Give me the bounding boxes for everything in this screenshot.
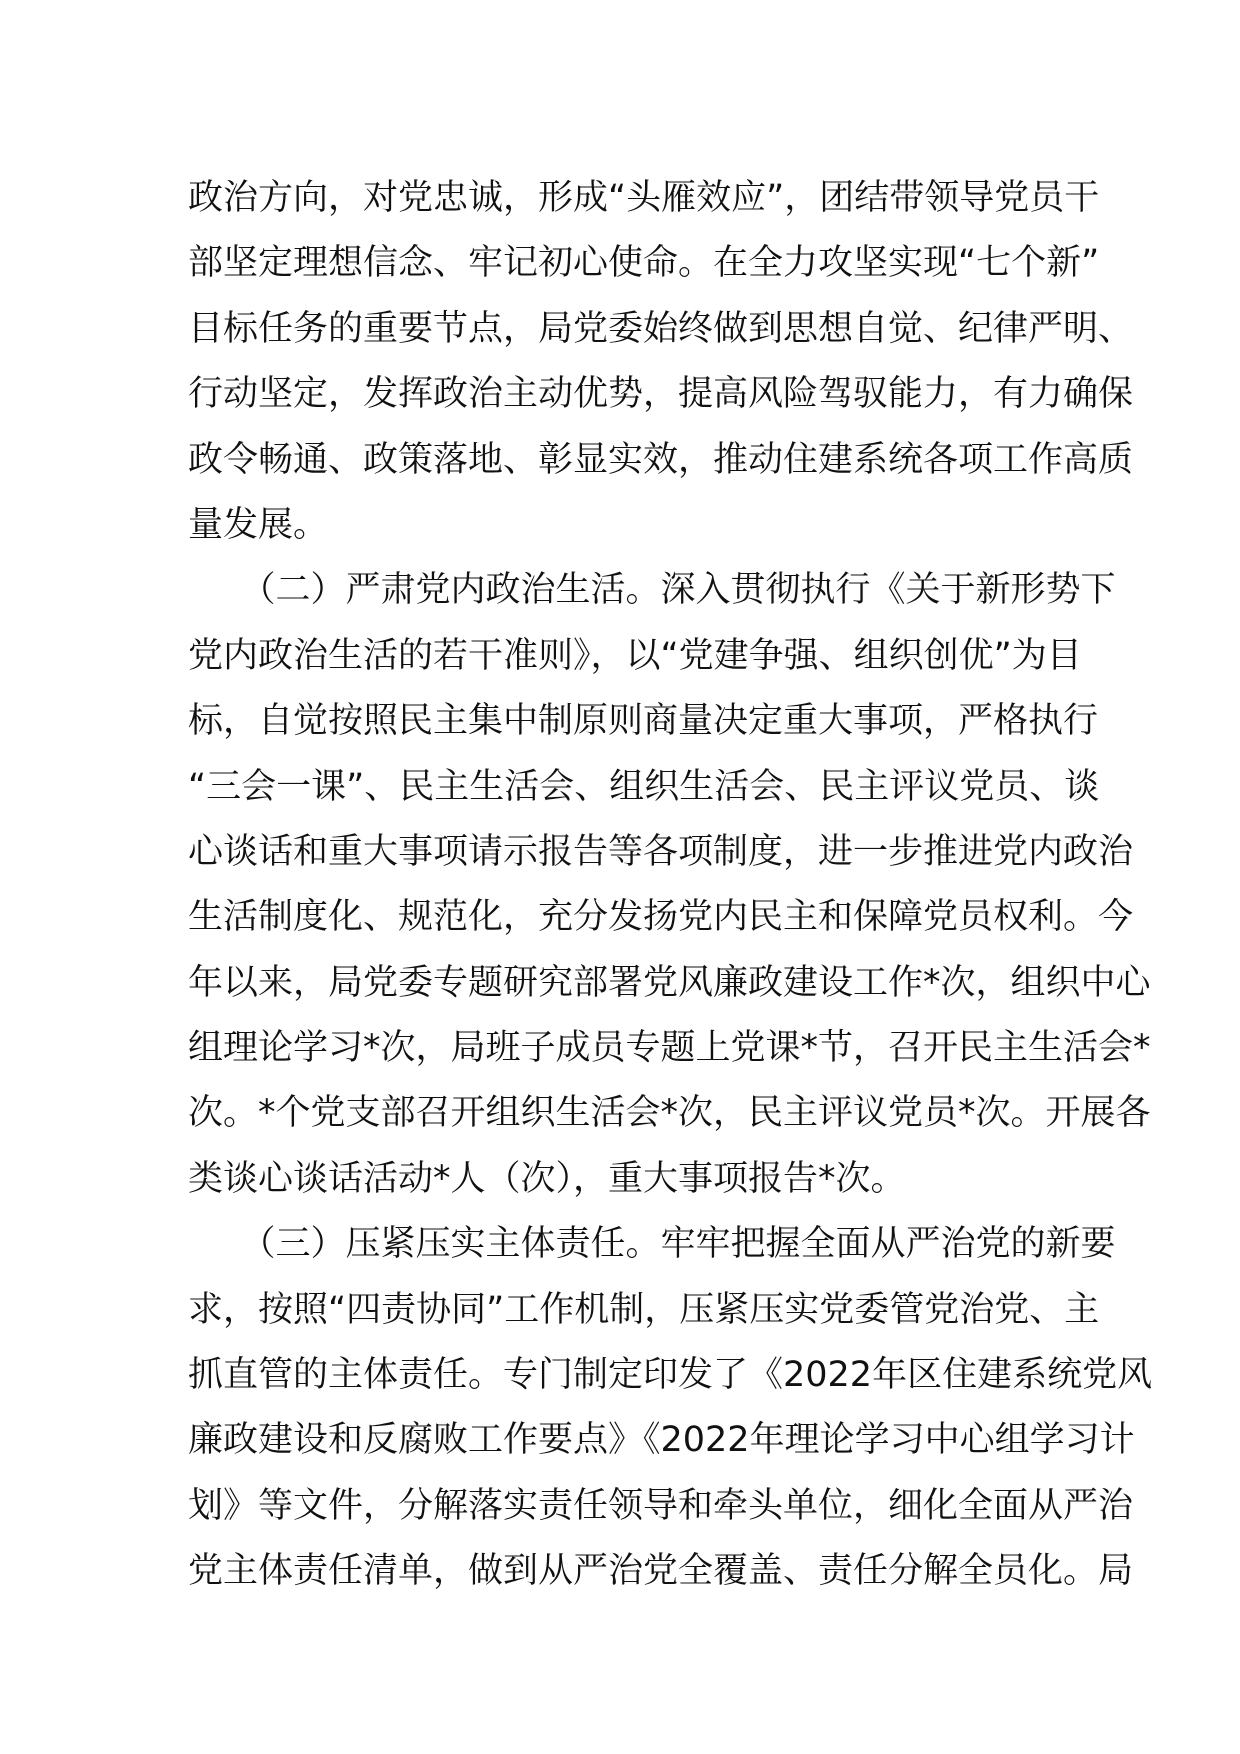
text-line: 量发展。 — [188, 504, 329, 545]
text-line: 划》等文件，分解落实责任领导和牵头单位，细化全面从严治 — [188, 1485, 1134, 1526]
text-line: 标，自觉按照民主集中制原则商量决定重大事项，严格执行 — [188, 701, 1099, 742]
text-line: （三）压紧压实主体责任。牢牢把握全面从严治党的新要 — [188, 1224, 1116, 1265]
text-line: 廉政建设和反腐败工作要点》《2022年理论学习中心组学习计 — [188, 1420, 1135, 1461]
text-line: 类谈心谈话活动*人（次），重大事项报告*次。 — [188, 1158, 906, 1199]
text-line: 部坚定理想信念、牢记初心使命。在全力攻坚实现“七个新” — [188, 243, 1100, 284]
text-line: 抓直管的主体责任。专门制定印发了《2022年区住建系统党风 — [188, 1355, 1153, 1396]
text-line: 政治方向，对党忠诚，形成“头雁效应”，团结带领导党员干 — [188, 178, 1100, 218]
text-line: 求，按照“四责协同”工作机制，压紧压实党委管党治党、主 — [188, 1289, 1100, 1330]
text-line: 目标任务的重要节点，局党委始终做到思想自觉、纪律严明、 — [188, 308, 1134, 349]
text-line: “三会一课”、民主生活会、组织生活会、民主评议党员、谈 — [188, 766, 1100, 807]
text-line: 政令畅通、政策落地、彰显实效，推动住建系统各项工作高质 — [188, 439, 1134, 480]
text-line: （二）严肃党内政治生活。深入贯彻执行《关于新形势下 — [188, 570, 1116, 611]
text-line: 党内政治生活的若干准则》，以“党建争强、组织创优”为目 — [188, 635, 1082, 676]
text-line: 心谈话和重大事项请示报告等各项制度，进一步推进党内政治 — [188, 831, 1134, 872]
body-text — [188, 166, 1153, 1605]
text-line: 次。*个党支部召开组织生活会*次，民主评议党员*次。开展各 — [188, 1093, 1151, 1134]
text-line: 年以来，局党委专题研究部署党风廉政建设工作*次，组织中心 — [188, 962, 1151, 1003]
text-line: 组理论学习*次，局班子成员专题上党课*节，召开民主生活会* — [188, 1028, 1151, 1069]
text-line: 生活制度化、规范化，充分发扬党内民主和保障党员权利。今 — [188, 897, 1134, 938]
text-line: 党主体责任清单，做到从严治党全覆盖、责任分解全员化。局 — [188, 1551, 1134, 1592]
text-line: 行动坚定，发挥政治主动优势，提高风险驾驭能力，有力确保 — [188, 374, 1134, 415]
